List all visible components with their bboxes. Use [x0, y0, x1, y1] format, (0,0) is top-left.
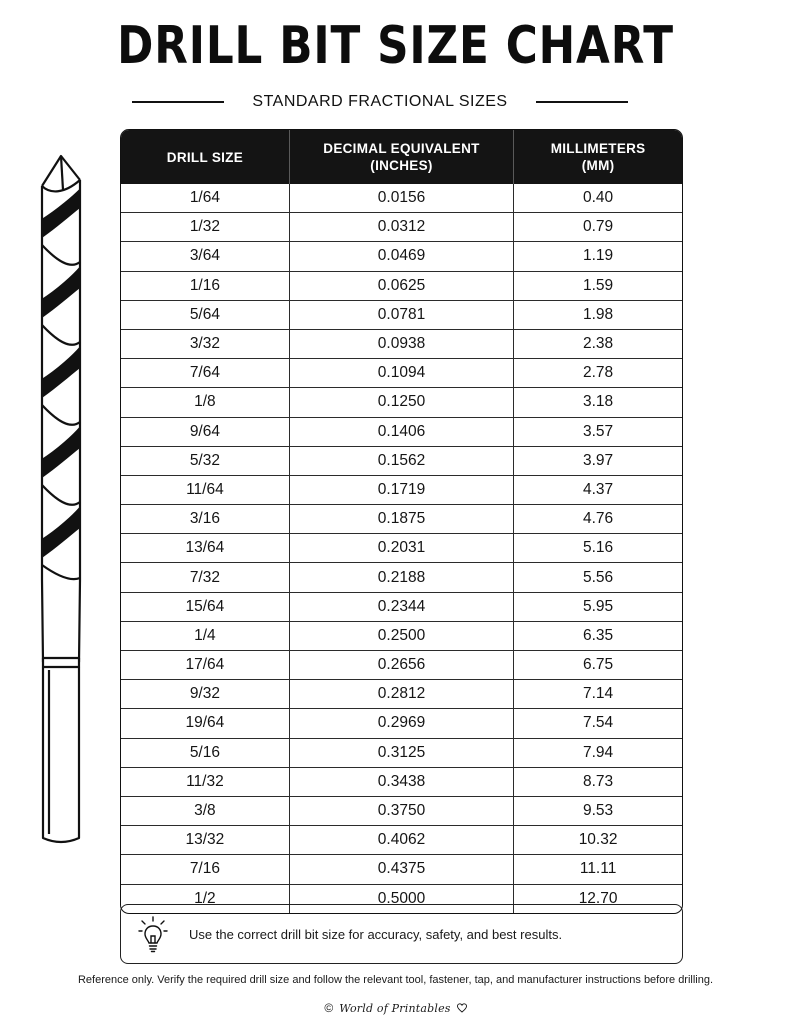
cell-millimeters: 12.70: [578, 889, 618, 907]
cell-millimeters: 1.59: [514, 271, 682, 300]
cell-decimal-inches: 0.2812: [289, 680, 513, 709]
table-row: [121, 796, 682, 825]
cell-drill-size: 5/16: [121, 738, 289, 767]
table-row: [121, 271, 682, 300]
cell-drill-size: 7/32: [121, 563, 289, 592]
table-row: [121, 563, 682, 592]
drill-size-table: [120, 129, 683, 914]
cell-drill-size: 9/32: [121, 680, 289, 709]
cell-millimeters: 7.54: [514, 709, 682, 738]
cell-decimal-inches: 0.3750: [289, 796, 513, 825]
cell-drill-size: 5/32: [121, 446, 289, 475]
cell-drill-size: 15/64: [121, 592, 289, 621]
cell-millimeters: 7.14: [514, 680, 682, 709]
table-row: [121, 359, 682, 388]
cell-decimal-inches: 0.3125: [289, 738, 513, 767]
table-row: [121, 417, 682, 446]
cell-drill-size: 1/8: [121, 388, 289, 417]
cell-millimeters: 10.32: [514, 826, 682, 855]
cell-millimeters: 6.35: [514, 621, 682, 650]
cell-decimal-inches: 0.0781: [289, 300, 513, 329]
cell-decimal-inches: 0.1875: [289, 505, 513, 534]
cell-millimeters: 9.53: [514, 796, 682, 825]
table-row: [121, 475, 682, 504]
tip-box: [120, 904, 683, 964]
cell-decimal-inches: 0.2656: [289, 651, 513, 680]
cell-decimal-inches: 0.1406: [289, 417, 513, 446]
cell-drill-size: 3/64: [121, 242, 289, 271]
cell-millimeters: 4.37: [514, 475, 682, 504]
cell-millimeters: 5.95: [514, 592, 682, 621]
cell-decimal-inches: 0.1562: [289, 446, 513, 475]
cell-drill-size: 1/64: [121, 184, 289, 213]
cell-decimal-inches: 0.0938: [289, 329, 513, 358]
table-row: [121, 213, 682, 242]
cell-drill-size: 1/4: [121, 621, 289, 650]
cell-decimal-inches: 0.1094: [289, 359, 513, 388]
cell-decimal-inches: 0.0625: [289, 271, 513, 300]
cell-drill-size: 17/64: [121, 651, 289, 680]
cell-drill-size: 3/32: [121, 329, 289, 358]
table-row: [121, 855, 682, 884]
cell-drill-size: 13/32: [121, 826, 289, 855]
cell-drill-size: 7/64: [121, 359, 289, 388]
cell-millimeters: 1.98: [514, 300, 682, 329]
cell-decimal-inches: 0.4375: [289, 855, 513, 884]
cell-decimal-inches: 0.4062: [289, 826, 513, 855]
column-header-label: MILLIMETERS: [550, 141, 646, 156]
cell-millimeters: 7.94: [514, 738, 682, 767]
subtitle-rule-right: [536, 101, 628, 103]
cell-decimal-inches: 0.1719: [289, 475, 513, 504]
table-row: [121, 680, 682, 709]
cell-decimal-inches: 0.3438: [289, 767, 513, 796]
table-row: [121, 242, 682, 271]
cell-drill-size: 7/16: [121, 855, 289, 884]
table-row: [121, 709, 682, 738]
cell-millimeters: 3.97: [514, 446, 682, 475]
cell-decimal-inches: 0.2500: [289, 621, 513, 650]
column-header-drill-size: [121, 130, 289, 184]
cell-millimeters: 8.73: [514, 767, 682, 796]
table-row: [121, 329, 682, 358]
page-subtitle: STANDARD FRACTIONAL SIZES: [252, 93, 508, 110]
column-header-unit: (MM): [581, 158, 615, 173]
table-row: [121, 621, 682, 650]
cell-millimeters: 5.56: [514, 563, 682, 592]
cell-drill-size: 13/64: [121, 534, 289, 563]
heart-icon: [457, 1003, 467, 1013]
table-row: [121, 738, 682, 767]
cell-drill-size: 1/32: [121, 213, 289, 242]
cell-drill-size: 11/64: [121, 475, 289, 504]
cell-millimeters: 3.18: [514, 388, 682, 417]
table-row: [121, 534, 682, 563]
page-title: DRILL BIT SIZE CHART: [117, 16, 674, 76]
cell-decimal-inches: 0.2969: [289, 709, 513, 738]
cell-drill-size: 3/16: [121, 505, 289, 534]
cell-millimeters: 6.75: [514, 651, 682, 680]
cell-millimeters: 4.76: [514, 505, 682, 534]
column-header-unit: (INCHES): [370, 158, 433, 173]
cell-millimeters: 2.78: [514, 359, 682, 388]
cell-decimal-inches: 0.5000: [289, 884, 513, 913]
brand-credit: [0, 1001, 791, 1015]
column-header-label: DECIMAL EQUIVALENT: [323, 141, 480, 156]
tip-text: Use the correct drill bit size for accuracy, safety, and best results.: [189, 926, 563, 942]
table-row: [121, 767, 682, 796]
table-row: [121, 184, 682, 213]
cell-millimeters: 1.19: [514, 242, 682, 271]
cell-millimeters: 2.38: [514, 329, 682, 358]
cell-decimal-inches: 0.2031: [289, 534, 513, 563]
table-row: [121, 826, 682, 855]
column-header-label: DRILL SIZE: [166, 149, 244, 165]
subtitle-row: [132, 91, 628, 113]
disclaimer-text: Reference only. Verify the required drill size and follow the relevant tool, fastener, tap, and manufacturer instructions before drilling.: [77, 974, 714, 986]
lightbulb-icon: [137, 915, 169, 953]
cell-drill-size: 1/2: [121, 884, 289, 913]
column-header-millimeters: [514, 130, 682, 184]
cell-decimal-inches: 0.0469: [289, 242, 513, 271]
cell-decimal-inches: 0.2344: [289, 592, 513, 621]
cell-drill-size: 19/64: [121, 709, 289, 738]
cell-millimeters: 5.16: [514, 534, 682, 563]
column-header-decimal: [289, 130, 513, 184]
cell-decimal-inches: 0.0312: [289, 213, 513, 242]
table-row: [121, 505, 682, 534]
cell-drill-size: 5/64: [121, 300, 289, 329]
table-row: [121, 300, 682, 329]
cell-decimal-inches: 0.2188: [289, 563, 513, 592]
table-row: [121, 388, 682, 417]
cell-drill-size: 11/32: [121, 767, 289, 796]
cell-drill-size: 3/8: [121, 796, 289, 825]
table-row: [121, 651, 682, 680]
cell-drill-size: 9/64: [121, 417, 289, 446]
subtitle-rule-left: [132, 101, 224, 103]
table-row: [121, 446, 682, 475]
brand-name: World of Printables: [339, 1001, 451, 1015]
cell-decimal-inches: 0.1250: [289, 388, 513, 417]
cell-drill-size: 1/16: [121, 271, 289, 300]
cell-millimeters: 0.40: [514, 184, 682, 213]
table-header-row: [121, 130, 682, 184]
cell-millimeters: 0.79: [514, 213, 682, 242]
copyright-symbol: ©: [324, 1001, 334, 1015]
drill-bit-icon: [30, 150, 92, 850]
cell-millimeters: 11.11: [514, 855, 682, 884]
cell-millimeters: 3.57: [514, 417, 682, 446]
cell-decimal-inches: 0.0156: [289, 184, 513, 213]
table-row: [121, 592, 682, 621]
